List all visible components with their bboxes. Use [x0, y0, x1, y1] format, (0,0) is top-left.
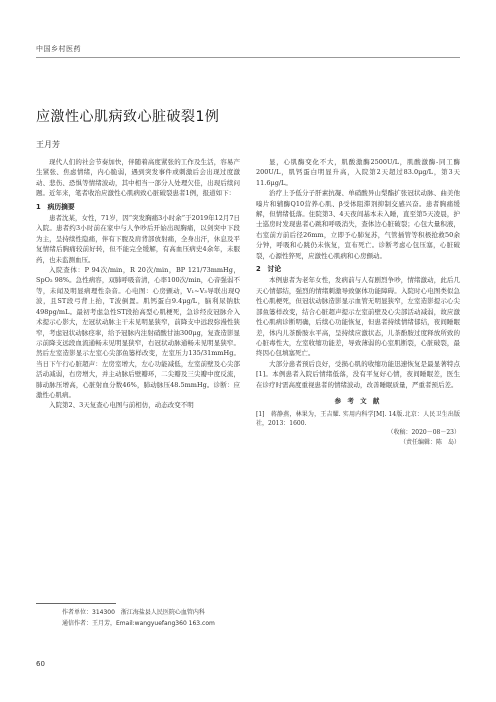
author-affiliation: 作者单位：314300 浙江海盐县人民医院心血管内科	[62, 609, 205, 616]
case-paragraph-1: 患者沈某，女性，71岁，因“突发胸痛3小时余”于2019年12月7日入院。患者约3小时前在家中与人争吵后开始出现胸痛，以剑突中下段为主，呈持续性隐痛，伴有下腹及肩背部放射痛，全身出汗，休息及平复情绪后胸痛较前好转，但不能完全缓解，有高血压病史4余年，未服药，也未监测血压。	[36, 214, 241, 264]
treatment-paragraph: 治疗上予低分子肝素抗凝、单硝酸异山梨酯扩张冠状动脉、曲美他嗪片和辅酶Q10营养心肌、β受体阻滞剂抑制交感兴奋。患者胸痛缓解，但情绪低落。住院第3、4天夜间基本未入睡，直至第5天凌晨，护士巡房时发现患者心跳和呼吸消失，查体边心脏破裂；心包大量积液，右室前方前后径26mm，立即予心肺复苏，气管插管等积极抢救50余分钟，呼吸和心跳仍未恢复，宣布死亡。诊断考虑心包压塞，心脏破裂，心源性猝死，应激性心肌病和心房颤动。	[256, 189, 460, 260]
corresponding-author: 通信作者：王月芳，Email:wangyuefang360 163.com	[62, 620, 215, 627]
references-heading: 参 考 文 献	[334, 396, 382, 405]
footnote-rule	[36, 603, 116, 604]
journal-name: 中国乡村医药	[36, 45, 81, 53]
article-author: 王月芳	[36, 140, 60, 149]
section-heading-case: 1 病历摘要	[36, 202, 75, 211]
received-date: （收稿：2020－08－23）	[387, 429, 460, 437]
responsible-editor: （责任编辑：陈 岛）	[399, 439, 460, 447]
page-number: 60	[36, 660, 45, 668]
footnote	[62, 607, 215, 629]
case-paragraph-4: 显，心肌酶变化不大，肌酸激酶2500U/L，肌酸激酶-同工酶200U/L，肌钙蛋白明显升高，入院第2天超过83.0μg/L，第3天11.6μg/L。	[256, 158, 460, 187]
left-column	[36, 157, 240, 411]
case-paragraph-3: 入院第2、3天复查心电图与前相仿，动态改变不明	[49, 401, 194, 410]
case-paragraph-2: 入院查体：P 94次/min，R 20次/min，BP 121/73mmHg，SpO₂ 98%。急性病容，双肺呼吸音清，心率100次/min，心音强弱不等，未闻及明显病理性杂音。心电图：心房颤动，V₁~V₃导联出现Q波，且ST段弓背上抬，T波倒置。肌钙蛋白9.4μg/L，脑利尿钠肽498pg/mL。最初考虑急性ST段抬高型心肌梗死，急诊经皮冠脉介入术提示心影大，左冠状动脉主干未见明显狭窄，前降支中远段弥漫性狭窄，考虑冠状动脉痉挛，给予冠脉内注射硝酸甘油300μg，复查造影显示前降支远段血流通畅未见明显狭窄，右冠状动脉通畅未见明显狭窄。然后左室造影显示左室心尖部鱼篓样改变，左室压力135/31mmHg。当日下午行心脏超声：左房室增大，左心功能减低，左室前壁及心尖部活动减弱，右房增大，并主动脉后壁瓣环，二尖瓣及三尖瓣中度反流，肺动脉压增高，心脏射血分数46%，肺动脉压48.5mmHg。诊断：应激性心肌病。	[36, 266, 240, 399]
section-heading-discussion: 2 讨论	[256, 265, 282, 274]
article-title: 应激性心肌病致心脏破裂1例	[36, 109, 220, 125]
header-rule	[36, 57, 460, 58]
discussion-paragraph-2: 大部分患者预后良好，受损心肌的收缩功能迅速恢复是最显著特点[1]。本例患者入院后情绪低落，没有平复好心情，夜间睡眠差，医生在诊疗时需高度重视患者的情绪波动，改善睡眠质量，严重者预后差。	[256, 359, 460, 389]
intro-paragraph: 现代人们的社会节奏加快，伴随着高度紧张的工作及生活，容易产生紧张、焦虑情绪，内心脆弱，遇到突发事件或刺激后会出现过度激动、悲伤、恐惧等情绪波动，其中相当一部分人处理欠佳，出现后续问题。近年来，笔者收治应激性心肌病致心脏破裂患者1例，报道如下：	[36, 158, 240, 198]
reference-item: [1] 蒋静燕，林果为，王吉耀. 实用内科学[M]. 14版.北京：人民卫生出版社，2013：1600.	[256, 411, 460, 428]
right-column	[256, 157, 460, 448]
discussion-paragraph-1: 本例患者为老年女性，发病前与人有剧烈争吵，情绪激动，此后几天心情郁结，强烈的情绪刺激导致躯体功能障碍。入院时心电图类似急性心肌梗死，但冠状动脉造影显示血管无明显狭窄，左室造影提示心尖部鱼篓样改变，结合心脏超声提示左室前壁及心尖部活动减弱，故应激性心肌病诊断明确，后续心功能恢复，但患者持续情绪郁结，夜间睡眠差，体内儿茶酚胺水平高，呈持续应激状态，儿茶酚胺过度释放所致的心脏毒性大，左室收缩功能差，导致薄弱的心室肌断裂，心脏破裂，最终因心包填塞死亡。	[256, 276, 460, 358]
